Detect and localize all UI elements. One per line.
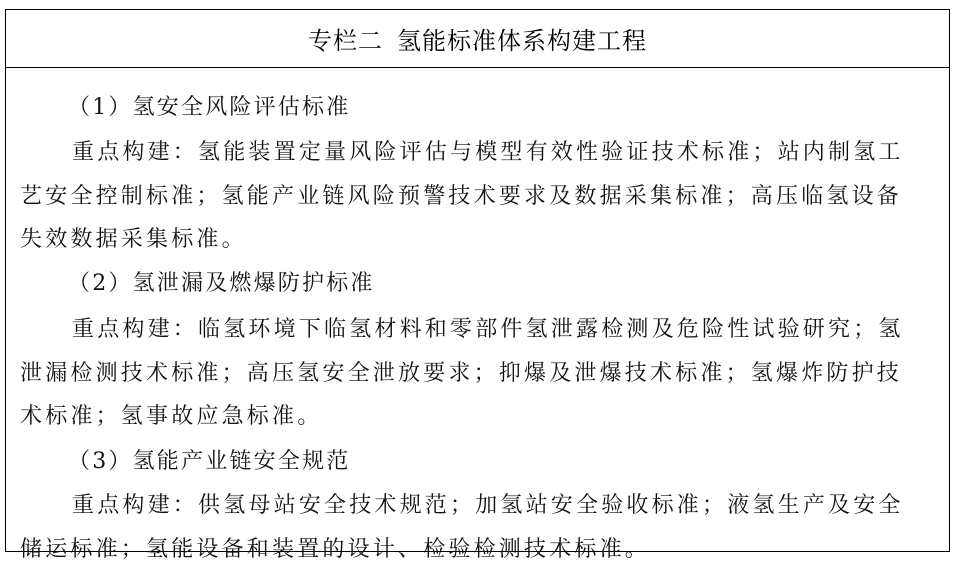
section-3-heading: （3）氢能产业链安全规范 — [68, 449, 351, 474]
section-1-heading: （1）氢安全风险评估标准 — [68, 95, 351, 120]
section-3-line-2: 储运标准；氢能设备和装置的设计、检验检测技术标准。 — [20, 537, 651, 562]
section-1-line-3: 失效数据采集标准。 — [20, 227, 247, 252]
section-2-line-3: 术标准；氢事故应急标准。 — [20, 404, 323, 429]
section-1-line-2: 艺安全控制标准；氢能产业链风险预警技术要求及数据采集标准；高压临氢设备 — [20, 184, 903, 209]
section-2-line-2: 泄漏检测技术标准；高压氢安全泄放要求；抑爆及泄爆技术标准；氢爆炸防护技 — [20, 361, 903, 386]
column-box — [5, 9, 950, 562]
section-3-line-1: 重点构建：供氢母站安全技术规范；加氢站安全验收标准；液氢生产及安全 — [72, 493, 904, 518]
column-name: 氢能标准体系构建工程 — [397, 27, 647, 55]
section-2-line-1: 重点构建：临氢环境下临氢材料和零部件氢泄露检测及危险性试验研究；氢 — [72, 317, 904, 342]
column-title — [6, 10, 949, 68]
section-1-line-1: 重点构建：氢能装置定量风险评估与模型有效性验证技术标准；站内制氢工 — [72, 140, 904, 165]
section-2-heading: （2）氢泄漏及燃爆防护标准 — [68, 271, 375, 296]
column-number: 专栏二 — [308, 27, 383, 55]
